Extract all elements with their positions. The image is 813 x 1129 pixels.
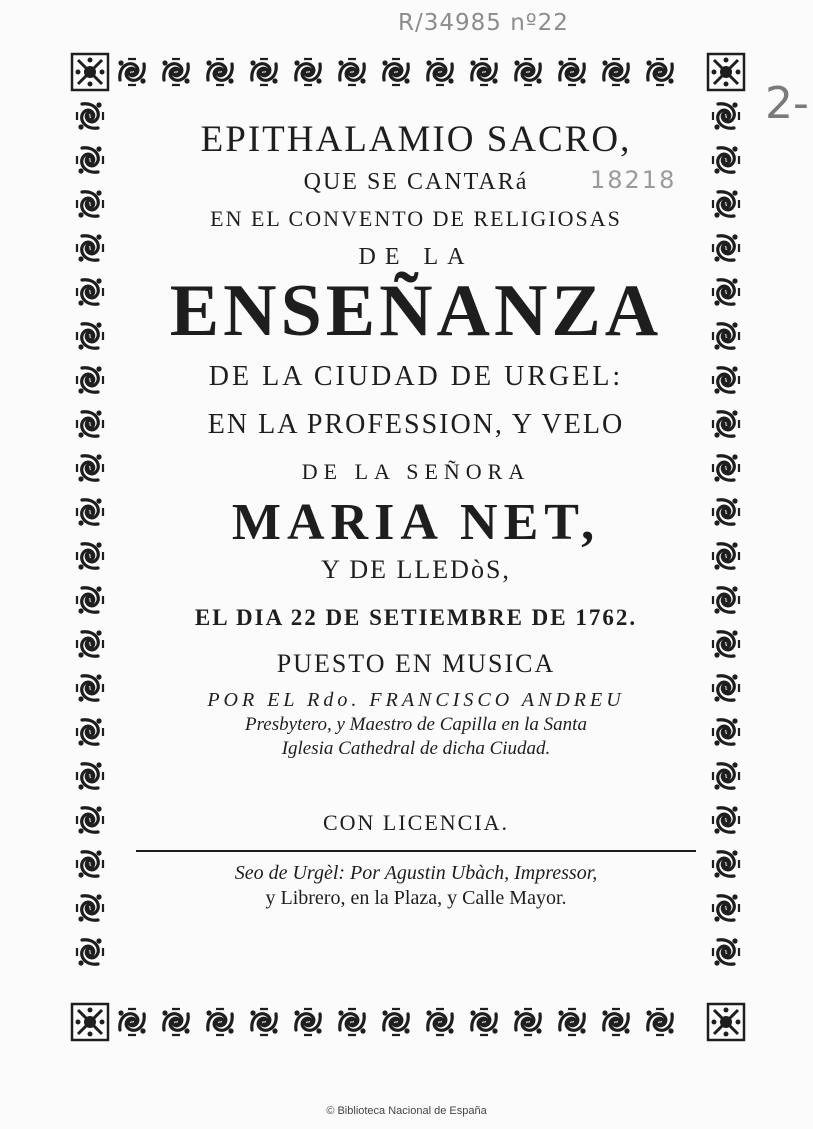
border-ornament: [77, 586, 103, 613]
border-ornament: [77, 630, 103, 657]
border-ornament: [713, 762, 739, 789]
border-ornament: [382, 59, 409, 85]
title-page-text: [118, 112, 714, 910]
shelfmark-annotation: R/34985 nº22: [398, 10, 569, 36]
border-ornament: [77, 102, 103, 129]
subtitle-line-3: DE LA: [358, 244, 474, 270]
border-ornament: [77, 234, 103, 261]
composer-title-line-2: Iglesia Cathedral de dicha Ciudad.: [281, 738, 551, 759]
border-ornament: [713, 806, 739, 833]
lady-line: DE LA SEÑORA: [301, 459, 531, 484]
border-ornament: [713, 542, 739, 569]
margin-number-annotation: 2-: [765, 78, 809, 129]
border-ornament: [713, 850, 739, 877]
title-line: EPITHALAMIO SACRO,: [200, 119, 632, 160]
border-corner-ornament: [72, 1004, 108, 1040]
border-ornament: [77, 542, 103, 569]
border-ornament: [470, 1009, 497, 1035]
border-ornament: [294, 1009, 321, 1035]
border-ornament: [713, 102, 739, 129]
page-number-annotation: 18218: [590, 166, 677, 194]
border-ornament: [713, 190, 739, 217]
honoree-surname: Y DE LLEDòS,: [321, 555, 511, 584]
border-ornament: [77, 938, 103, 965]
border-ornament: [77, 762, 103, 789]
border-ornament: [514, 59, 541, 85]
border-ornament: [713, 234, 739, 261]
border-ornament: [514, 1009, 541, 1035]
imprint-line-1: Seo de Urgèl: Por Agustin Ubàch, Impressor,: [234, 862, 598, 884]
border-ornament: [77, 190, 103, 217]
date-line: EL DIA 22 DE SETIEMBRE DE 1762.: [194, 605, 638, 630]
border-ornament: [713, 146, 739, 173]
border-ornament: [646, 59, 673, 85]
border-ornament: [470, 59, 497, 85]
border-ornament: [77, 410, 103, 437]
subtitle-line-2: EN EL CONVENTO DE RELIGIOSAS: [210, 206, 622, 231]
border-ornament: [713, 630, 739, 657]
border-corner-ornament: [72, 54, 108, 90]
border-corner-ornament: [708, 54, 744, 90]
border-ornament: [294, 59, 321, 85]
border-ornament: [162, 59, 189, 85]
composer-line: POR EL Rdo. FRANCISCO ANDREU: [207, 689, 625, 711]
border-ornament: [558, 59, 585, 85]
border-ornament: [558, 1009, 585, 1035]
imprint-rule: [136, 850, 696, 852]
border-ornament: [77, 894, 103, 921]
border-ornament: [77, 718, 103, 745]
border-ornament: [713, 674, 739, 701]
border-ornament: [602, 1009, 629, 1035]
profession-line: EN LA PROFESSION, Y VELO: [207, 409, 625, 440]
music-line: PUESTO EN MUSICA: [276, 649, 556, 678]
border-ornament: [646, 1009, 673, 1035]
border-ornament: [713, 410, 739, 437]
border-ornament: [713, 498, 739, 525]
border-ornament: [382, 1009, 409, 1035]
city-line: DE LA CIUDAD DE URGEL:: [208, 361, 624, 392]
border-ornament: [77, 322, 103, 349]
border-ornament: [118, 1009, 145, 1035]
border-ornament: [713, 454, 739, 481]
border-ornament: [77, 146, 103, 173]
license-line: CON LICENCIA.: [322, 810, 510, 835]
imprint-line-2: y Librero, en la Plaza, y Calle Mayor.: [265, 887, 567, 909]
border-ornament: [162, 1009, 189, 1035]
border-ornament: [713, 366, 739, 393]
honoree-name: MARIA NET,: [231, 494, 601, 551]
border-ornament: [77, 454, 103, 481]
border-corner-ornament: [708, 1004, 744, 1040]
border-ornament: [713, 278, 739, 305]
library-credit: © Biblioteca Nacional de España: [326, 1105, 487, 1117]
border-ornament: [77, 278, 103, 305]
border-ornament: [426, 59, 453, 85]
border-ornament: [206, 1009, 233, 1035]
border-ornament: [118, 59, 145, 85]
border-ornament: [77, 674, 103, 701]
border-ornament: [77, 498, 103, 525]
border-ornament: [713, 938, 739, 965]
border-ornament: [77, 366, 103, 393]
composer-title-line-1: Presbytero, y Maestro de Capilla en la Santa: [245, 714, 587, 735]
border-ornament: [602, 59, 629, 85]
subtitle-line-1: QUE SE CANTARá: [303, 169, 529, 195]
convent-name: ENSEÑANZA: [169, 270, 663, 352]
border-ornament: [77, 850, 103, 877]
border-ornament: [338, 59, 365, 85]
border-ornament: [77, 806, 103, 833]
border-ornament: [713, 718, 739, 745]
border-ornament: [713, 322, 739, 349]
border-ornament: [713, 586, 739, 613]
border-ornament: [713, 894, 739, 921]
border-ornament: [250, 1009, 277, 1035]
border-ornament: [206, 59, 233, 85]
border-ornament: [250, 59, 277, 85]
border-ornament: [338, 1009, 365, 1035]
border-ornament: [426, 1009, 453, 1035]
